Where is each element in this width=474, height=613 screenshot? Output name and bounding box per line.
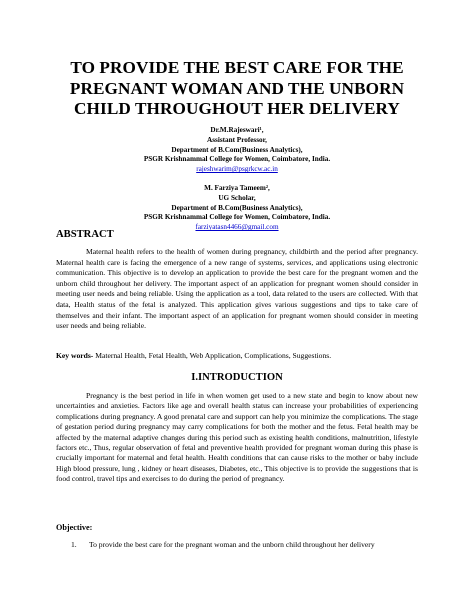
author-college: PSGR Krishnammal College for Women, Coimbatore, India. [143, 213, 331, 222]
author-college: PSGR Krishnammal College for Women, Coimbatore, India. [143, 155, 331, 164]
introduction-heading: I.INTRODUCTION [191, 372, 283, 383]
author-role: UG Scholar, [218, 193, 256, 202]
keywords-label: Key words- [56, 351, 94, 360]
author-email-link[interactable]: rajeshwarim@psgrkcw.ac.in [196, 165, 278, 174]
objective-list [56, 540, 418, 550]
author-name: M. Farziya Tameem², [204, 183, 270, 192]
list-item [56, 540, 418, 550]
keywords-text: Maternal Health, Fetal Health, Web Application, Complications, Suggestions. [93, 351, 332, 360]
abstract-body: Maternal health refers to the health of women during pregnancy, childbirth and the period after pregnancy. Maternal health care is facing the emergence of a new range of systems, services, and applications using electronic communication. This objective is to develop an application to provide the best care for the pregnant women and the unborn child throughout her delivery. The important aspect of an application for pregnant women should consider in meeting user needs and being reliable. Using the application as a tool, data related to the users are collected. With that data, Health status of the fetal is analyzed. This application gives various suggestions and tips to take care of themselves and their infant. The important aspect of an application for pregnant women should consider in meeting user needs and being reliable. [56, 247, 418, 331]
keywords-line [56, 351, 418, 361]
introduction-body: Pregnancy is the best period in life in when women get used to a new state and begin to know about new uncertainties and anxieties. Factors like age and overall health status can increase your probabilities of experiencing complications during pregnancy. A good prenatal care and support can help you minimize the complications. The stage of gestation period during pregnancy may carry complications for both the mother and the fetus. Fetal health may be affected by the maternal adaptive changes during this period such as existing health conditions, malnutrition, lifestyle factors etc., Thus, regular observation of fetal and preventive health provided for pregnant woman during this phase is crucially important for maternal and fetal health. Health conditions that can cause risks to the mother or baby include High blood pressure, lung , kidney or heart diseases, Diabetes, etc., This objective is to provide the suggestions that is food control, travel tips and exercises to do during the period of pregnancy. [56, 391, 418, 484]
abstract-heading: ABSTRACT [56, 229, 114, 240]
author-role: Assistant Professor, [207, 135, 267, 144]
paper-title: TO PROVIDE THE BEST CARE FOR THE PREGNANT WOMAN AND THE UNBORN CHILD THROUGHOUT HER DELIVERY [69, 58, 405, 118]
author-email-link[interactable]: farziyatasn4466@gmail.com [195, 223, 279, 232]
author-name: Dr.M.Rajeswari¹, [210, 126, 264, 134]
list-item-number: 1. [71, 540, 77, 549]
author-block [60, 126, 414, 233]
objective-heading: Objective: [56, 523, 93, 532]
list-item-text: To provide the best care for the pregnant woman and the unborn child throughout her delivery [89, 540, 375, 549]
author-department: Department of B.Com(Business Analytics), [171, 145, 303, 154]
author-department: Department of B.Com(Business Analytics), [171, 203, 303, 212]
